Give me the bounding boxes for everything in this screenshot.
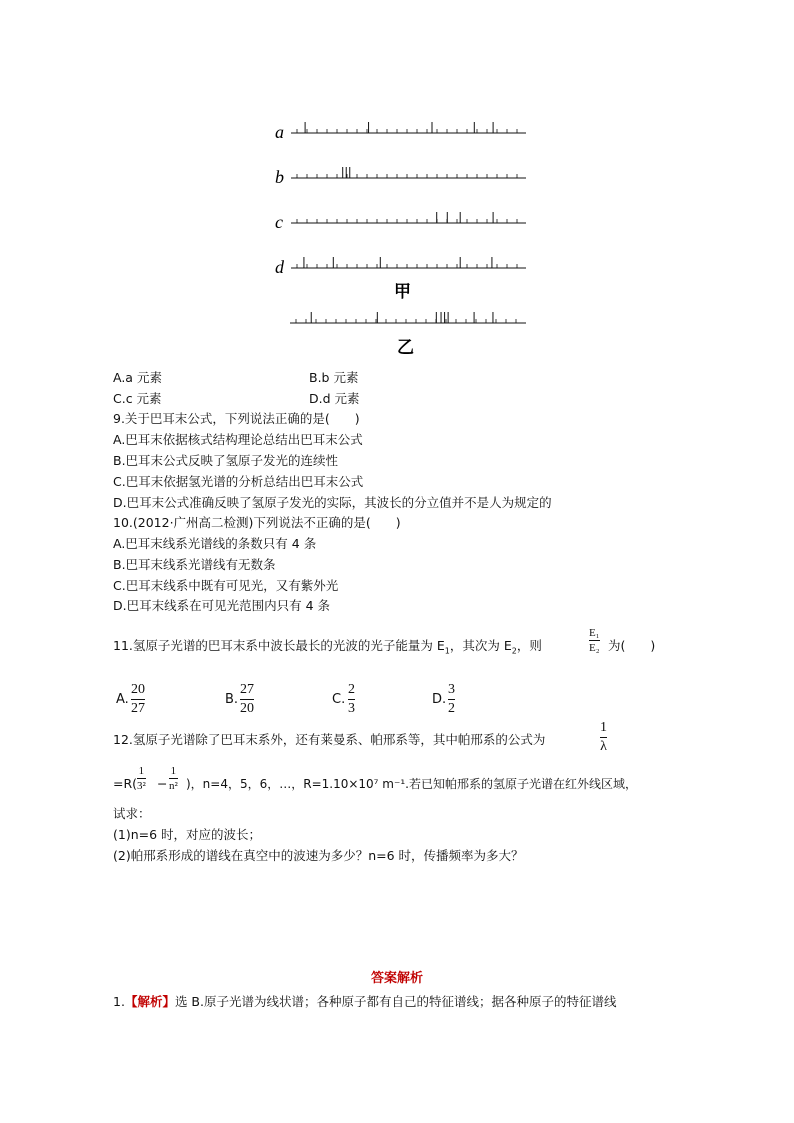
q12-f2-den: n² [169,780,178,792]
q11-stem-b: ，其次为 E [449,638,512,653]
q11-ratio [589,627,600,654]
q10-option-c[interactable]: C.巴耳末线系中既有可见光，又有紫外光 [113,578,339,593]
q12-eq-suffix: )，n=4，5，6，…，R=1.10×10⁷ m⁻¹.若已知帕邢系的氢原子光谱在红外线区域， [186,777,637,791]
q12-frac-1 [137,765,146,792]
q9-stem: 9.关于巴耳末公式，下列说法正确的是( ) [113,411,360,426]
q12-stem: 12.氢原子光谱除了巴耳末系外，还有莱曼系、帕邢系等，其中帕邢系的公式为 [113,732,546,747]
q12-minus: − [157,776,168,791]
q11-stem-c: ，则 [516,638,542,653]
spectrum-row-c [291,212,526,223]
q11-sub-2: 2 [511,646,517,656]
spectrum-label-c: c [275,212,283,232]
q9-option-b[interactable]: B.巴耳末公式反映了氢原子发光的连续性 [113,453,339,468]
q11-option-c[interactable]: C. [332,692,346,707]
q11-option-a-frac [131,682,145,717]
q10-option-b[interactable]: B.巴耳末线系光谱线有无数条 [113,557,276,572]
answer-1-tag: 【解析】 [124,994,175,1009]
q12-f1-num: 1 [138,765,145,777]
q8-option-b[interactable]: B.b 元素 [309,370,359,385]
q11-stem-a: 11.氢原子光谱的巴耳末系中波长最长的光波的光子能量为 E [113,638,445,653]
q10-stem: 10.(2012·广州高二检测)下列说法不正确的是( ) [113,515,401,530]
q12-part-2: (2)帕邢系形成的谱线在真空中的波速为多少？n=6 时，传播频率为多大？ [113,848,524,863]
q10-option-d[interactable]: D.巴耳末线系在可见光范围内只有 4 条 [113,598,330,613]
caption-yi: 乙 [397,338,414,358]
answer-1 [113,994,616,1010]
q11-b-num: 27 [240,682,254,697]
q11-option-b-frac [240,682,254,717]
q11-option-a[interactable]: A. [116,692,129,707]
q9-option-c[interactable]: C.巴耳末依据氢光谱的分析总结出巴耳末公式 [113,474,364,489]
q11-option-b[interactable]: B. [225,692,239,707]
q12-frac-2 [169,765,178,792]
q11-ratio-num: E₁ [589,627,600,639]
q11-b-den: 20 [240,701,254,716]
answer-1-number: 1. [113,994,125,1009]
spectrum-figure [0,0,794,370]
q9-option-d[interactable]: D.巴耳末公式准确反映了氢原子发光的实际，其波长的分立值并不是人为规定的 [113,495,552,510]
q12-eq-prefix: =R( [113,776,138,791]
q11-d-num: 3 [448,682,455,697]
answers-title: 答案解析 [370,971,423,986]
q12-lhs-den: λ [600,739,607,754]
q12-part-1: (1)n=6 时，对应的波长； [113,827,262,842]
q8-option-a[interactable]: A.a 元素 [113,370,162,385]
q8-option-c[interactable]: C.c 元素 [113,391,162,406]
q12-ask: 试求： [113,806,151,821]
q11-sub-1: 1 [444,646,450,656]
q12-f2-num: 1 [170,765,177,777]
q11-c-num: 2 [348,682,355,697]
spectrum-label-a: a [275,122,284,142]
q11-stem [113,638,542,660]
answer-1-text: 选 B.原子光谱为线状谱；各种原子都有自己的特征谱线；据各种原子的特征谱线 [174,994,617,1009]
q8-option-d[interactable]: D.d 元素 [309,391,360,406]
q10-option-a[interactable]: A.巴耳末线系光谱线的条数只有 4 条 [113,536,317,551]
caption-jia: 甲 [394,282,411,302]
spectrum-row-a [291,122,526,133]
spectrum-row-b [291,167,526,178]
q11-option-d-frac [448,682,455,717]
q12-formula-lhs [600,720,607,755]
q11-option-d[interactable]: D. [432,692,447,707]
q11-stem-end: 为( ) [608,638,656,653]
spectrum-row-mixture [290,312,526,323]
spectrum-label-b: b [275,167,284,187]
q11-option-c-frac [348,682,355,717]
q12-lhs-num: 1 [600,720,607,735]
q11-d-den: 2 [448,701,455,716]
q11-c-den: 3 [348,701,355,716]
q11-ratio-den: E₂ [589,642,600,654]
q12-f1-den: 3² [137,780,146,792]
q9-option-a[interactable]: A.巴耳末依据核式结构理论总结出巴耳末公式 [113,432,363,447]
q11-a-num: 20 [131,682,145,697]
q11-a-den: 27 [131,701,145,716]
spectrum-row-d [291,257,526,268]
spectrum-label-d: d [275,257,284,277]
